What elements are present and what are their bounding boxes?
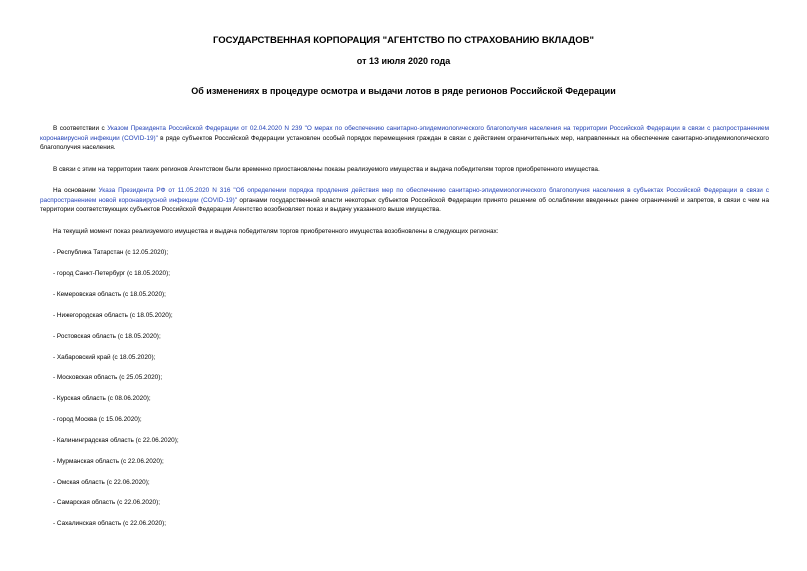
region-list-item: - Хабаровский край (с 18.05.2020); <box>53 354 156 361</box>
paragraph-text: На текущий момент показ реализуемого имущества и выдача победителям торгов приобретенного имущества возобновлены в следующих регионах: <box>53 228 499 235</box>
region-list-item: - Омская область (с 22.06.2020); <box>53 479 150 486</box>
paragraph-text: На основании <box>53 187 99 194</box>
region-list-item: - город Москва (с 15.06.2020); <box>53 416 142 423</box>
paragraph-suspension <box>40 165 769 175</box>
paragraph-text: в ряде субъектов Российской Федерации установлен особый порядок перемещения граждан в связи с действием ограничительных мер, направленных на обеспечение санитарно-эпидемиологического благополучия населения. <box>40 134 769 152</box>
region-list-item: - Кемеровская область (с 18.05.2020); <box>53 291 166 298</box>
paragraph-decree-239 <box>40 124 769 153</box>
region-list-item: - Самарская область (с 22.06.2020); <box>53 499 160 506</box>
region-list-item: - Калининградская область (с 22.06.2020); <box>53 437 179 444</box>
organization-heading: ГОСУДАРСТВЕННАЯ КОРПОРАЦИЯ "АГЕНТСТВО ПО СТРАХОВАНИЮ ВКЛАДОВ" <box>213 35 594 46</box>
region-list-item: - Республика Татарстан (с 12.05.2020); <box>53 249 169 256</box>
region-list-item: - Московская область (с 25.05.2020); <box>53 374 163 381</box>
document-date: от 13 июля 2020 года <box>356 56 451 66</box>
decree-316-link[interactable]: Указа Президента РФ от 11.05.2020 N 316 "Об определении порядка продления действия мер по обеспечению санитарно-эпидемиологического благополучия населения в субъектах Российской Федерации в связи с распространением новой коронавирусной инфекции (COVID-19)" <box>40 187 769 204</box>
paragraph-decree-316 <box>40 186 769 215</box>
region-list-item: - Курская область (с 08.06.2020); <box>53 395 151 402</box>
region-list-item: - Мурманская область (с 22.06.2020); <box>53 458 164 465</box>
decree-239-link[interactable]: Указом Президента Российской Федерации от 02.04.2020 N 239 "О мерах по обеспечению санитарно-эпидемиологического благополучия населения на территории Российской Федерации в связи с распространением коронавирусной инфекции (COVID-19)" <box>40 125 769 142</box>
document-title: Об изменениях в процедуре осмотра и выдачи лотов в ряде регионов Российской Федерации <box>191 86 616 96</box>
region-list-item: - Сахалинская область (с 22.06.2020); <box>53 520 166 527</box>
paragraph-regions-intro <box>40 227 769 237</box>
paragraph-text: органами государственной власти некоторых субъектов Российской Федерации принято решение об ослаблении введенных ранее ограничений и запретов, в связи с чем на территории соответствующих субъектов Российской Федерации Агентство возобновляет показ и выдачу указанного выше имущества. <box>40 196 769 214</box>
region-list-item: - Нижегородская область (с 18.05.2020); <box>53 312 173 319</box>
paragraph-text: В связи с этим на территории таких регионов Агентством были временно приостановлены показы реализуемого имущества и выдача победителям торгов приобретенного имущества. <box>53 166 600 173</box>
region-list-item: - город Санкт-Петербург (с 18.05.2020); <box>53 270 171 277</box>
paragraph-text: В соответствии с <box>53 125 108 132</box>
region-list-item: - Ростовская область (с 18.05.2020); <box>53 333 161 340</box>
